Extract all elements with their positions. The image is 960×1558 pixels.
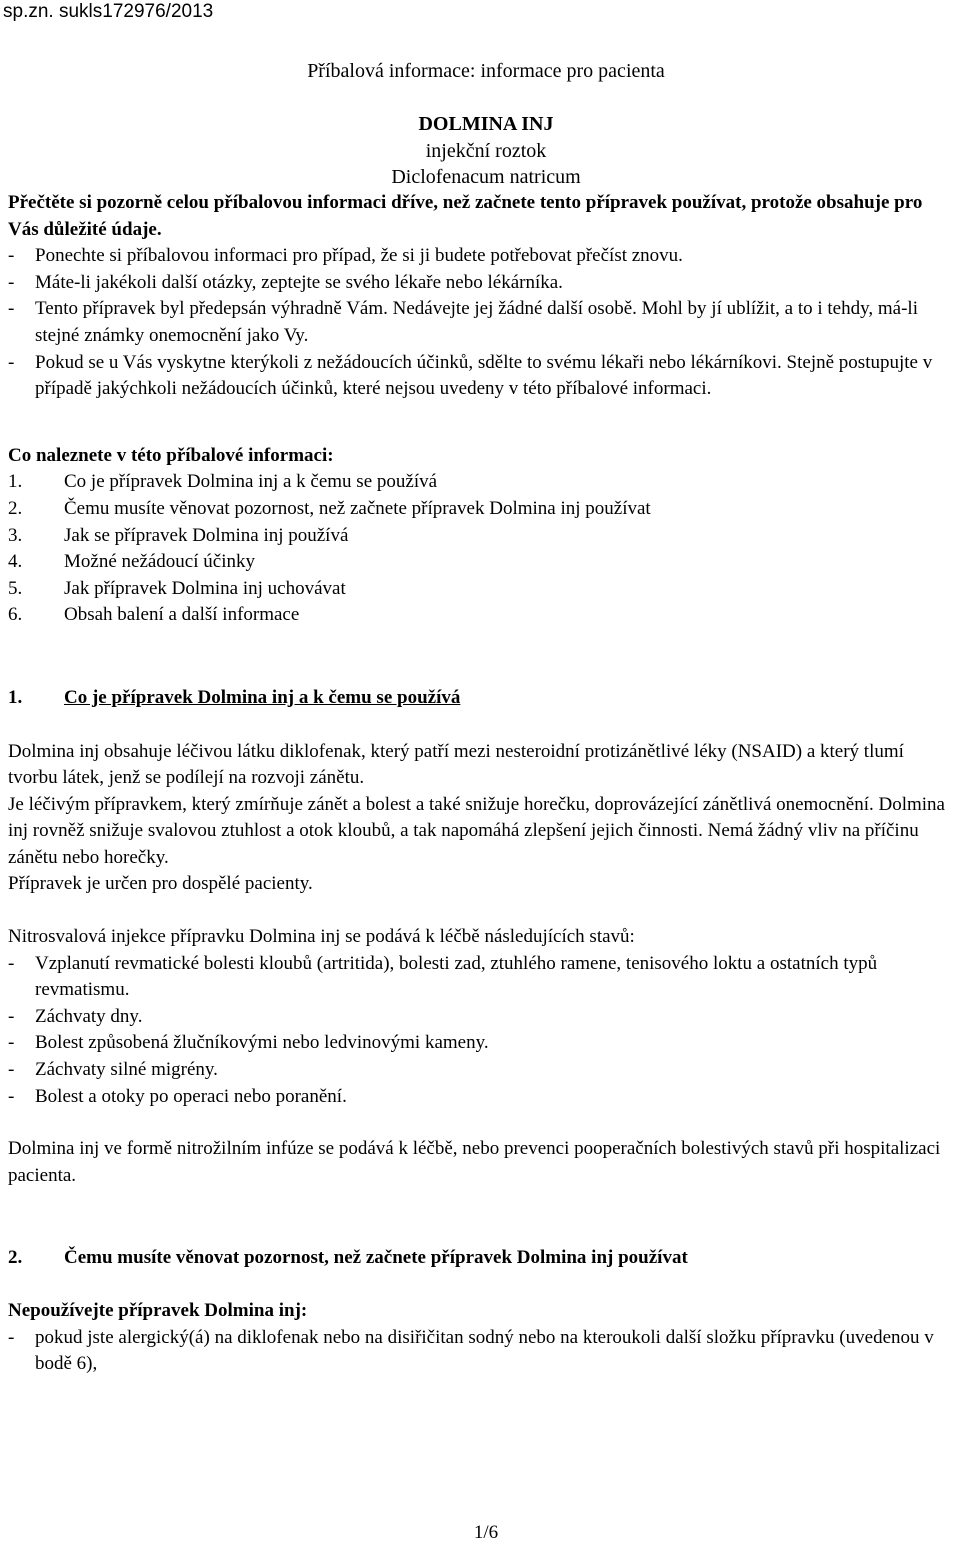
list-item: - Záchvaty silné migrény. xyxy=(8,1059,218,1081)
leaflet-heading: Příbalová informace: informace pro pacienta xyxy=(307,60,665,82)
leaflet-body xyxy=(8,190,956,1378)
list-item: - Bolest způsobená žlučníkovými nebo ledvinovými kameny. xyxy=(8,1032,489,1054)
toc-item: 3. Jak se přípravek Dolmina inj používá xyxy=(8,524,349,546)
toc-list xyxy=(8,469,956,629)
section-1-paragraph: Dolmina inj ve formě nitrožilním infúze se podává k léčbě, nebo prevenci pooperačních bolestivých stavů při hospitalizaci pacienta. xyxy=(8,1138,941,1186)
active-substance: Diclofenacum natricum xyxy=(391,166,581,188)
list-item: - Bolest a otoky po operaci nebo poranění. xyxy=(8,1085,347,1107)
section-1-paragraph: Dolmina inj obsahuje léčivou látku diklofenak, který patří mezi nesteroidní protizánětlivé léky (NSAID) a který tlumí tvorbu látek, jenž se podílejí na rozvoji zánětu. xyxy=(8,740,904,789)
page-number: 1/6 xyxy=(473,1522,499,1543)
section-2-heading: 2. Čemu musíte věnovat pozornost, než začnete přípravek Dolmina inj používat xyxy=(8,1247,688,1269)
section-2-subheading: Nepoužívejte přípravek Dolmina inj: xyxy=(8,1300,308,1321)
toc-item: 5. Jak přípravek Dolmina inj uchovávat xyxy=(8,577,346,599)
list-item: - Pokud se u Vás vyskytne kterýkoli z nežádoucích účinků, sdělte to svému lékaři nebo lékárníkovi. Stejně postupujte v případě jakýchkoli nežádoucích účinků, které nejsou uvedeny v této příbalové informaci. xyxy=(8,351,933,400)
product-form: injekční roztok xyxy=(425,140,547,162)
section-1-paragraph: Nitrosvalová injekce přípravku Dolmina inj se podává k léčbě následujících stavů: xyxy=(8,926,635,948)
list-item: - Vzplanutí revmatické bolesti kloubů (artritida), bolesti zad, ztuhlého ramene, tenisového loktu a ostatních typů revmatismu. xyxy=(8,952,878,1001)
intro-list xyxy=(8,243,956,403)
indication-list xyxy=(8,951,956,1111)
list-item: - Tento přípravek byl předepsán výhradně Vám. Nedávejte jej žádné další osobě. Mohl by jí ublížit, a to i tehdy, má-li stejné známky onemocnění jako Vy. xyxy=(8,298,918,346)
toc-item: 2. Čemu musíte věnovat pozornost, než začnete přípravek Dolmina inj používat xyxy=(8,497,651,519)
toc-heading: Co naleznete v této příbalové informaci: xyxy=(8,444,334,466)
contraindication-list xyxy=(8,1325,956,1378)
toc-item: 4. Možné nežádoucí účinky xyxy=(8,551,255,573)
section-1-paragraph: Přípravek je určen pro dospělé pacienty. xyxy=(8,873,313,895)
section-1-heading: 1. Co je přípravek Dolmina inj a k čemu se používá xyxy=(8,686,461,708)
toc-item: 6. Obsah balení a další informace xyxy=(8,604,300,626)
product-name: DOLMINA INJ xyxy=(418,113,554,135)
toc-item: 1. Co je přípravek Dolmina inj a k čemu se používá xyxy=(8,471,438,493)
list-item: - Máte-li jakékoli další otázky, zeptejte se svého lékaře nebo lékárníka. xyxy=(8,271,563,293)
document-reference: sp.zn. sukls172976/2013 xyxy=(3,1,214,22)
list-item: - Ponechte si příbalovou informaci pro případ, že si ji budete potřebovat přečíst znovu. xyxy=(8,245,683,267)
list-item: - Záchvaty dny. xyxy=(8,1005,143,1027)
list-item: - pokud jste alergický(á) na diklofenak nebo na disiřičitan sodný nebo na kteroukoli další složku přípravku (uvedenou v bodě 6), xyxy=(8,1326,934,1375)
intro-warning: Přečtěte si pozorně celou příbalovou informaci dříve, než začnete tento přípravek používat, protože obsahuje pro Vás důležité údaje. xyxy=(8,192,923,240)
section-1-paragraph: Je léčivým přípravkem, který zmírňuje zánět a bolest a také snižuje horečku, doprovázející zánětlivá onemocnění. Dolmina inj rovněž snižuje svalovou ztuhlost a otok kloubů, a tak napomáhá zlepšení jejich činnosti. Nemá žádný vliv na příčinu zánětu nebo horečky. xyxy=(8,793,945,868)
